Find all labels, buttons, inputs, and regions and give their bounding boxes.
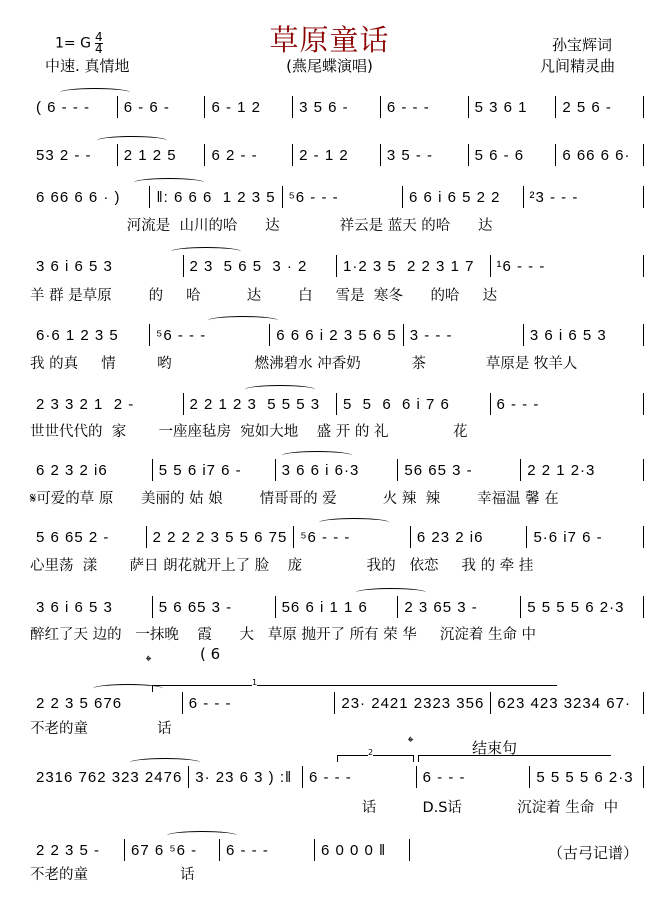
key: 1= G — [55, 35, 91, 52]
bar-line — [643, 186, 644, 208]
measure: 23· 2421 2323 356 — [341, 694, 485, 712]
song-title: 草原童话 — [269, 23, 390, 57]
staff-line-6 — [30, 393, 644, 415]
volta-2-number: 2 — [368, 748, 374, 757]
measure: 3 5 - - — [386, 146, 434, 164]
singer: (燕尾蝶演唱) — [286, 57, 373, 75]
pickup-note: ( 6 — [200, 645, 221, 663]
measure: 6 - - - — [496, 395, 540, 413]
measure: ¹6 - - - — [496, 257, 546, 275]
staff-line-3 — [30, 186, 644, 208]
staff-line-11 — [30, 766, 644, 788]
slur — [319, 518, 389, 527]
lyrics-line-11: 话 D.S话 沉淀着 生命 中 — [30, 800, 619, 816]
measure: ²3 - - - — [529, 188, 579, 206]
bar-line — [643, 692, 644, 714]
lyrics-line-7: 𝄋可爱的草 原 美丽的 姑 娘 情哥哥的 爱 火 辣 辣 幸福温 馨 在 — [30, 491, 559, 507]
bar-line — [643, 393, 644, 415]
measure: 6 6 i 6 5 2 2 — [409, 188, 501, 206]
volta-1-bracket — [152, 685, 557, 692]
measure: 623 423 3234 67· — [497, 694, 631, 712]
staff-line-7 — [30, 459, 644, 481]
measure: 56 6 i 1 1 6 — [281, 598, 368, 616]
measure: 5 5 6 6 i 7 6 — [343, 395, 450, 413]
measure: 6 - - - — [226, 841, 269, 859]
measure: 6 - - - — [308, 768, 352, 786]
bar-line — [643, 596, 644, 618]
measure: 6 - 6 - — [123, 98, 170, 116]
measure: 3 6 6 i 6·3 — [281, 461, 360, 479]
bar-line — [643, 526, 644, 548]
slur — [130, 758, 200, 767]
staff-line-8 — [30, 526, 644, 548]
measure: 6 23 2 i6 — [416, 528, 484, 546]
time-signature — [95, 32, 103, 55]
measure: 2 3 3 2 1 2 - — [36, 395, 135, 413]
measure: 6 - - - — [386, 98, 430, 116]
measure: 3 - - - — [409, 326, 453, 344]
volta-2-bracket — [337, 755, 414, 762]
lyricist: 孙宝辉词 — [552, 36, 613, 54]
bar-line — [643, 766, 644, 788]
measure: 2 5 6 - — [562, 98, 612, 116]
measure: ⁵6 - - - — [288, 188, 339, 206]
slur — [167, 831, 237, 840]
measure: 3 6 i 6 5 3 — [36, 257, 113, 275]
measure: 3 6 i 6 5 3 — [36, 598, 113, 616]
measure: 6 66 6 6· — [562, 146, 631, 164]
measure: 6 - - - — [188, 694, 232, 712]
volta-1-number: 1 — [252, 678, 258, 687]
slur — [60, 88, 130, 97]
measure: 2 2 1 2 3 5 5 5 3 — [189, 395, 321, 413]
measure: 6 0 0 0 ‖ — [321, 841, 387, 859]
measure: 3 5 6 - — [299, 98, 349, 116]
bar-line — [643, 255, 644, 277]
slur — [282, 451, 352, 460]
lyrics-line-12: 不老的童 话 — [30, 867, 195, 883]
measure: ( 6 - - - — [36, 98, 90, 116]
measure: 67 6 ⁵6 - — [131, 841, 198, 859]
time-top: 4 — [94, 30, 103, 44]
coda-sign-2: 𝄌 — [408, 733, 414, 751]
measure: ⁵6 - - - — [156, 326, 207, 344]
lyrics-line-9: 醉红了天 边的 一抹晚 霞 大 草原 抛开了 所有 荣 华 沉淀着 生命 中 — [30, 627, 537, 643]
measure: 6 - - - — [422, 768, 466, 786]
measure: 2 2 2 2 3 5 5 6 75 — [152, 528, 288, 546]
measure: 6 2 3 2 i6 — [36, 461, 108, 479]
time-bottom: 4 — [94, 42, 103, 56]
key-signature — [55, 32, 103, 55]
measure: 5 6 65 2 - — [36, 528, 110, 546]
measure: 6 2 - - — [211, 146, 258, 164]
measure: 53 2 - - — [36, 146, 92, 164]
measure: ‖: 6 6 6 1 2 3 5 — [156, 188, 276, 206]
measure: 6 66 6 6 · ) — [36, 188, 121, 206]
staff-line-2 — [30, 144, 644, 166]
lyrics-line-3: 河流是 山川的哈 达 祥云是 蓝天 的哈 达 — [30, 218, 493, 234]
bar-line — [409, 839, 410, 861]
measure: 6 - 1 2 — [211, 98, 261, 116]
slur — [245, 385, 315, 394]
measure: 5 5 5 5 6 2·3 — [527, 598, 625, 616]
measure: 2 1 2 5 — [123, 146, 177, 164]
staff-line-9 — [30, 596, 644, 618]
slur — [208, 316, 278, 325]
measure: 5 6 - 6 — [474, 146, 525, 164]
composer: 凡间精灵曲 — [540, 57, 616, 75]
measure: 5·6 i7 6 - — [533, 528, 603, 546]
measure: 6 6 6 i 2 3 5 6 5 — [276, 326, 397, 344]
transcriber-credit: （古弓记谱） — [548, 844, 639, 862]
measure: 5 5 6 i7 6 - — [158, 461, 242, 479]
measure: 2 2 3 5 676 — [36, 694, 123, 712]
lyrics-line-8: 心里荡 漾 萨日 朗花就开上了 脸 庞 我的 依恋 我 的 牵 挂 — [30, 558, 534, 574]
staff-line-4 — [30, 255, 644, 277]
ending-label: 结束句 — [472, 739, 518, 757]
staff-line-5 — [30, 324, 644, 346]
lyrics-line-5: 我 的真 情 哟 燃沸碧水 冲香奶 茶 草原是 牧羊人 — [30, 356, 578, 372]
bar-line — [643, 324, 644, 346]
measure: 6·6 1 2 3 5 — [36, 326, 119, 344]
staff-line-1 — [30, 96, 644, 118]
slur — [97, 136, 167, 145]
lyrics-line-10: 不老的童 话 — [30, 721, 172, 737]
measure: 2 3 5 6 5 3 · 2 — [189, 257, 308, 275]
measure: 5 3 6 1 — [474, 98, 528, 116]
bar-line — [643, 96, 644, 118]
slur — [171, 247, 241, 256]
staff-line-10 — [30, 692, 644, 714]
coda-sign-1: 𝄌 — [146, 652, 152, 670]
measure: 2 2 1 2·3 — [527, 461, 596, 479]
measure: 56 65 3 - — [404, 461, 473, 479]
bar-line — [643, 459, 644, 481]
lyrics-line-4: 羊 群 是草原 的 哈 达 白 雪是 寒冬 的哈 达 — [30, 288, 498, 304]
tempo-marking: 中速. 真情地 — [45, 57, 130, 75]
measure: 5 5 5 5 6 2·3 — [536, 768, 634, 786]
measure: 2 3 65 3 - — [404, 598, 478, 616]
slur — [134, 178, 204, 187]
measure: 1·2 3 5 2 2 3 1 7 — [343, 257, 475, 275]
measure: 5 6 65 3 - — [158, 598, 233, 616]
staff-line-12 — [30, 839, 410, 861]
measure: 3 6 i 6 5 3 — [529, 326, 607, 344]
bar-line — [643, 144, 644, 166]
measure: 3· 23 6 3 ) :‖ — [195, 768, 293, 786]
measure: 2 2 3 5 - — [36, 841, 101, 859]
slur — [356, 588, 426, 597]
measure: 2 - 1 2 — [299, 146, 349, 164]
lyrics-line-6: 世世代代的 家 一座座毡房 宛如大地 盛 开 的 礼 花 — [30, 424, 468, 440]
measure: ⁵6 - - - — [300, 528, 351, 546]
measure: 2316 762 323 2476 — [36, 768, 183, 786]
